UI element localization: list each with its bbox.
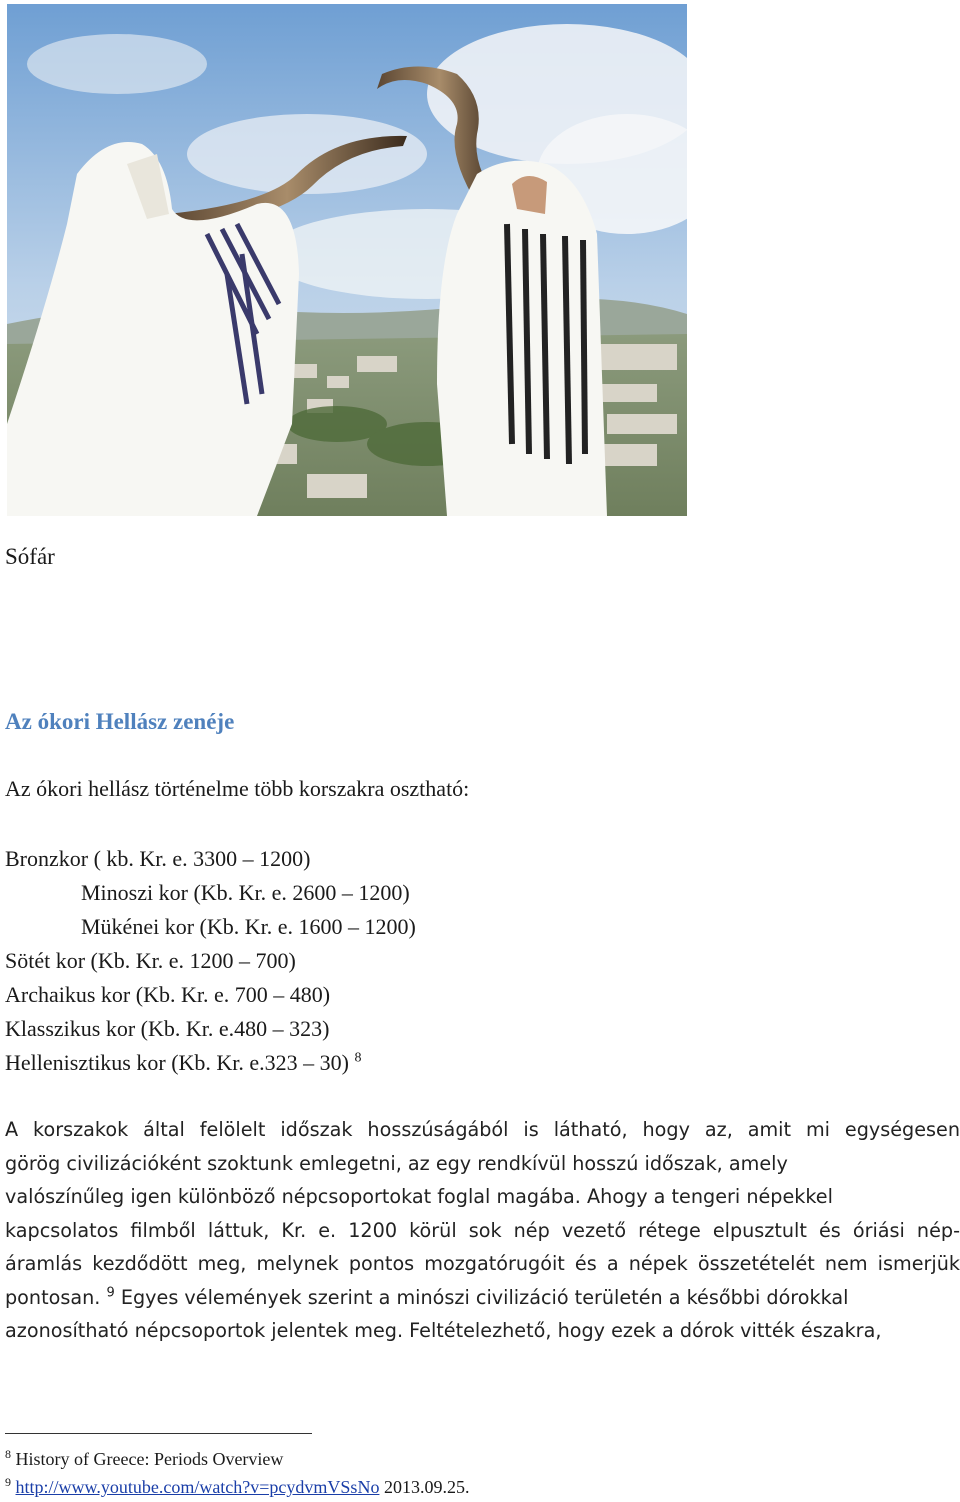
footnote-text: History of Greece: Periods Overview	[15, 1449, 284, 1469]
period-item-with-footnote	[5, 1046, 362, 1080]
paragraph-line: azonosítható népcsoportok jelentek meg. Feltételezhető, hogy ezek a dórok vitték északra,	[5, 1319, 882, 1342]
footnote-9	[5, 1475, 469, 1499]
period-item: Sötét kor (Kb. Kr. e. 1200 – 700)	[5, 948, 296, 973]
paragraph-text: Egyes vélemények szerint a minószi civilizáció területén a későbbi dórokkal	[120, 1285, 849, 1309]
footnote-link[interactable]: http://www.youtube.com/watch?v=pcydvmVSsNo	[15, 1477, 380, 1497]
paragraph-line: A korszakok által felölelt időszak hosszúságából is látható, hogy az, amit mi egységesen	[5, 1118, 960, 1141]
shofar-photo	[7, 4, 687, 516]
period-text: Hellenisztikus kor (Kb. Kr. e.323 – 30)	[5, 1050, 349, 1075]
photo-caption: Sófár	[5, 544, 55, 569]
period-item: Minoszi kor (Kb. Kr. e. 2600 – 1200)	[81, 880, 410, 905]
paragraph-text: pontosan.	[5, 1285, 101, 1309]
body-paragraph	[5, 1113, 960, 1348]
section-heading: Az ókori Hellász zenéje	[5, 709, 235, 734]
paragraph-line	[5, 1281, 960, 1315]
footnote-separator	[5, 1433, 312, 1434]
paragraph-line: görög civilizációként szoktunk emlegetni, az egy rendkívül hosszú időszak, amely	[5, 1151, 788, 1175]
period-item: Klasszikus kor (Kb. Kr. e.480 – 323)	[5, 1016, 330, 1041]
period-item: Mükénei kor (Kb. Kr. e. 1600 – 1200)	[81, 914, 416, 939]
paragraph-line: áramlás kezdődött meg, melynek pontos mozgatórugóit és a népek összetételét nem ismerjük	[5, 1252, 960, 1275]
paragraph-line: kapcsolatos filmből láttuk, Kr. e. 1200 körül sok nép vezető rétege elpusztult és óriási nép-	[5, 1218, 960, 1242]
period-item: Archaikus kor (Kb. Kr. e. 700 – 480)	[5, 982, 331, 1007]
footnote-ref-8[interactable]: 8	[354, 1050, 362, 1066]
footnote-date: 2013.09.25.	[383, 1477, 470, 1497]
paragraph-line: valószínűleg igen különböző népcsoportokat foglal magába. Ahogy a tengeri népekkel	[5, 1185, 833, 1208]
period-item: Bronzkor ( kb. Kr. e. 3300 – 1200)	[5, 846, 311, 871]
footnote-number: 8	[5, 1447, 11, 1461]
footnote-8	[5, 1447, 283, 1471]
intro-text: Az ókori hellász történelme több korszakra osztható:	[5, 776, 470, 801]
footnote-number: 9	[5, 1475, 11, 1489]
footnote-ref-9[interactable]: 9	[106, 1285, 115, 1301]
